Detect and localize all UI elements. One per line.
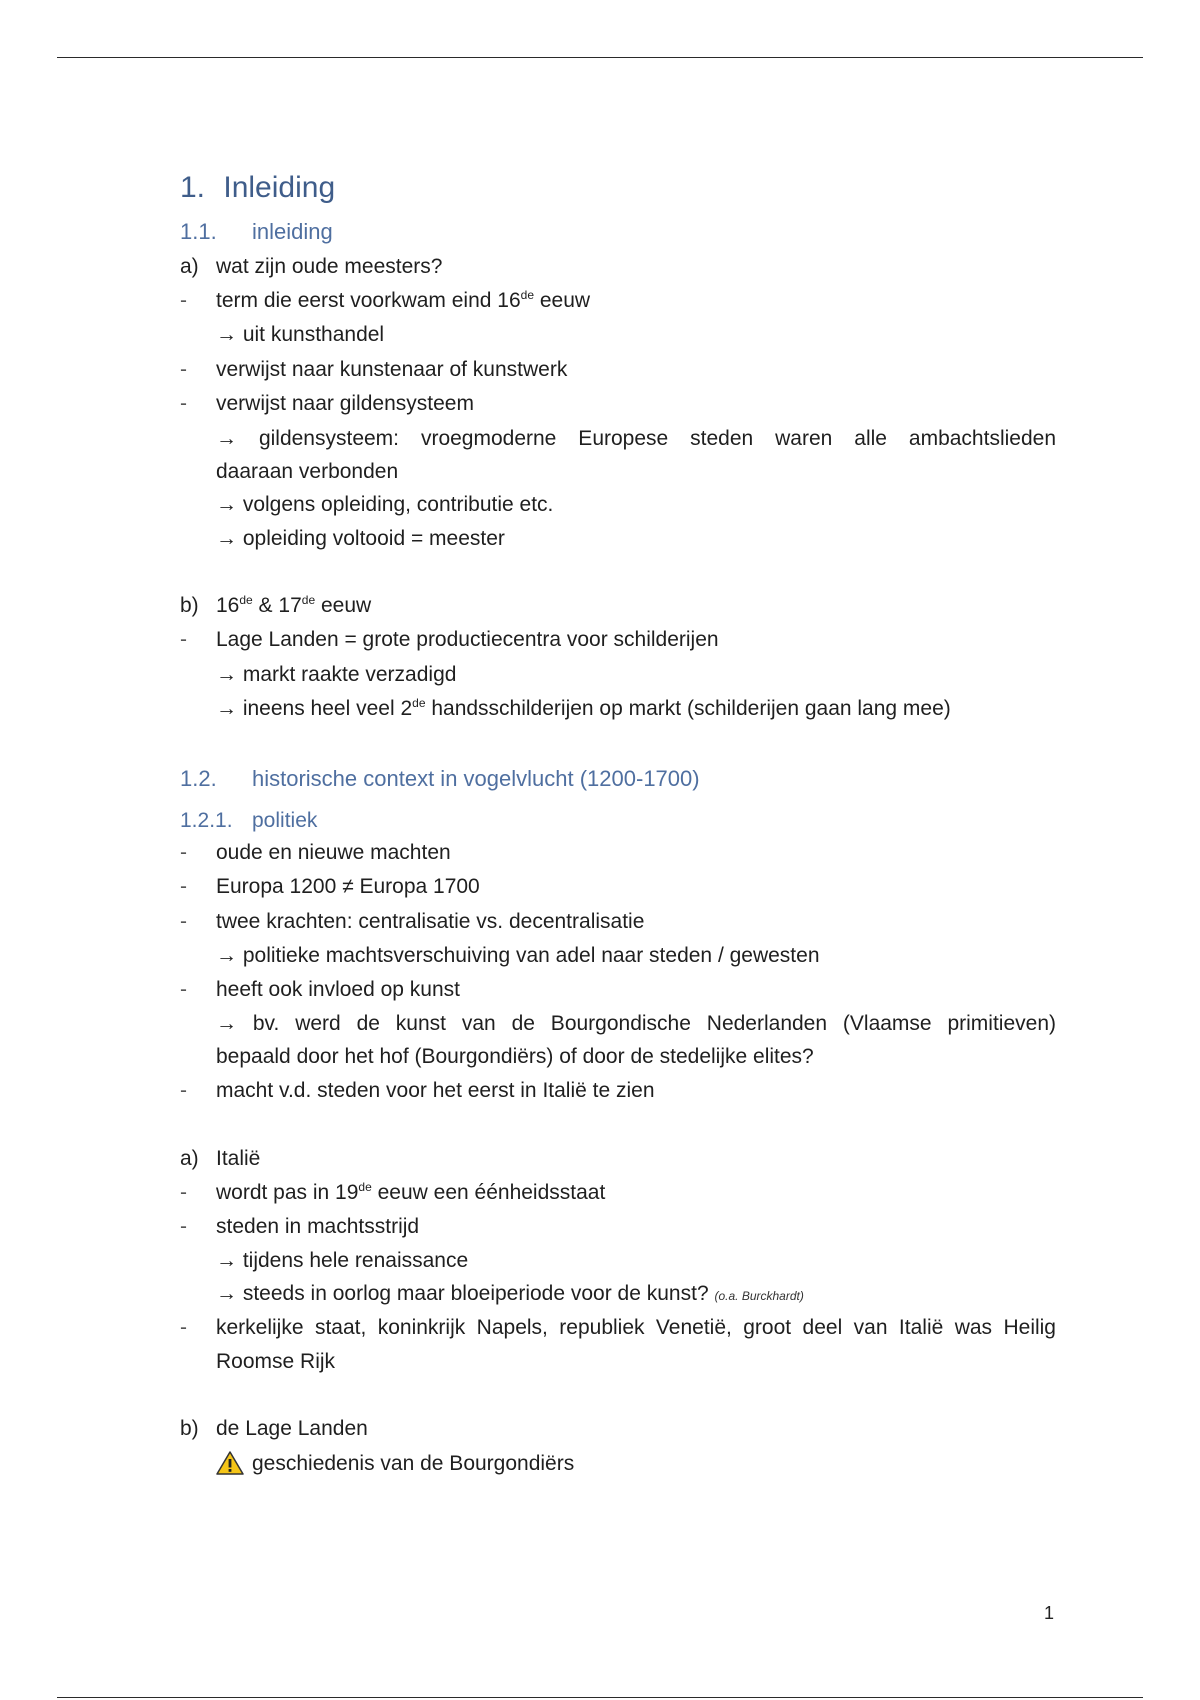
list-text: Lage Landen = grote productiecentra voor schilderijen	[216, 628, 719, 651]
list-text: de Lage Landen	[216, 1417, 368, 1440]
sub-line: Roomse Rijk	[216, 1350, 336, 1373]
bullet-dash: -	[180, 1215, 187, 1238]
list-text: kerkelijke staat, koninkrijk Napels, republiek Venetië, groot deel van Italië was Heilig	[216, 1316, 1056, 1339]
list-text: Italië	[216, 1147, 261, 1170]
bullet-dash: -	[180, 1181, 187, 1204]
footer-rule	[57, 1697, 1143, 1698]
list-text: verwijst naar kunstenaar of kunstwerk	[216, 358, 568, 381]
list-text: Europa 1200 ≠ Europa 1700	[216, 875, 480, 898]
heading-number: 1.2.1.	[180, 809, 233, 832]
bullet-dash: -	[180, 1079, 187, 1102]
bullet-dash: -	[180, 628, 187, 651]
bullet-dash: -	[180, 358, 187, 381]
bullet-dash: -	[180, 910, 187, 933]
list-text: verwijst naar gildensysteem	[216, 392, 474, 415]
list-text: heeft ook invloed op kunst	[216, 978, 461, 1001]
list-text: wordt pas in 19de eeuw een éénheidsstaat	[216, 1180, 606, 1204]
sub-line: → markt raakte verzadigd	[216, 663, 457, 686]
list-text: term die eerst voorkwam eind 16de eeuw	[216, 288, 591, 312]
list-marker: a)	[180, 1147, 199, 1170]
sub-line	[216, 1451, 574, 1482]
bullet-dash: -	[180, 841, 187, 864]
list-marker: b)	[180, 1417, 199, 1440]
list-text: wat zijn oude meesters?	[216, 255, 443, 278]
list-text: steden in machtsstrijd	[216, 1215, 420, 1238]
sub-line: → ineens heel veel 2de handsschilderijen op markt (schilderijen gaan lang mee)	[216, 696, 951, 720]
heading-text: politiek	[252, 809, 318, 832]
sub-line: → steeds in oorlog maar bloeiperiode voor de kunst? (o.a. Burckhardt)	[216, 1282, 804, 1305]
sub-line: daaraan verbonden	[216, 460, 399, 483]
heading-1-number: 1.	[180, 171, 206, 204]
list-text: geschiedenis van de Bourgondiërs	[252, 1452, 575, 1475]
list-text: macht v.d. steden voor het eerst in Italië te zien	[216, 1079, 655, 1102]
list-marker: b)	[180, 594, 199, 617]
sub-line: → tijdens hele renaissance	[216, 1249, 469, 1272]
sub-line: → opleiding voltooid = meester	[216, 527, 505, 550]
sub-line: → uit kunsthandel	[216, 323, 385, 346]
bullet-dash: -	[180, 289, 187, 312]
bullet-dash: -	[180, 875, 187, 898]
sub-line: → politieke machtsverschuiving van adel naar steden / gewesten	[216, 944, 820, 967]
heading-1-text: Inleiding	[223, 171, 336, 204]
bullet-dash: -	[180, 978, 187, 1001]
sub-line: → bv. werd de kunst van de Bourgondische Nederlanden (Vlaamse primitieven)	[216, 1012, 1056, 1035]
bullet-dash: -	[180, 1316, 187, 1339]
sub-line: bepaald door het hof (Bourgondiërs) of door de stedelijke elites?	[216, 1045, 814, 1068]
warning-icon	[216, 1451, 244, 1482]
heading-1	[180, 170, 335, 206]
sub-line: → volgens opleiding, contributie etc.	[216, 493, 554, 516]
page-number: 1	[1044, 1603, 1055, 1623]
heading-number: 1.1.	[180, 219, 217, 244]
list-text: 16de & 17de eeuw	[216, 593, 372, 617]
list-marker: a)	[180, 255, 199, 278]
bullet-dash: -	[180, 392, 187, 415]
list-text: oude en nieuwe machten	[216, 841, 451, 864]
citation: (o.a. Burckhardt)	[714, 1289, 804, 1303]
sub-line: → gildensysteem: vroegmoderne Europese steden waren alle ambachtslieden	[216, 427, 1056, 450]
heading-number: 1.2.	[180, 766, 217, 791]
heading-text: historische context in vogelvlucht (1200-1700)	[252, 766, 700, 791]
heading-text: inleiding	[252, 219, 333, 244]
list-text: twee krachten: centralisatie vs. decentralisatie	[216, 910, 645, 933]
